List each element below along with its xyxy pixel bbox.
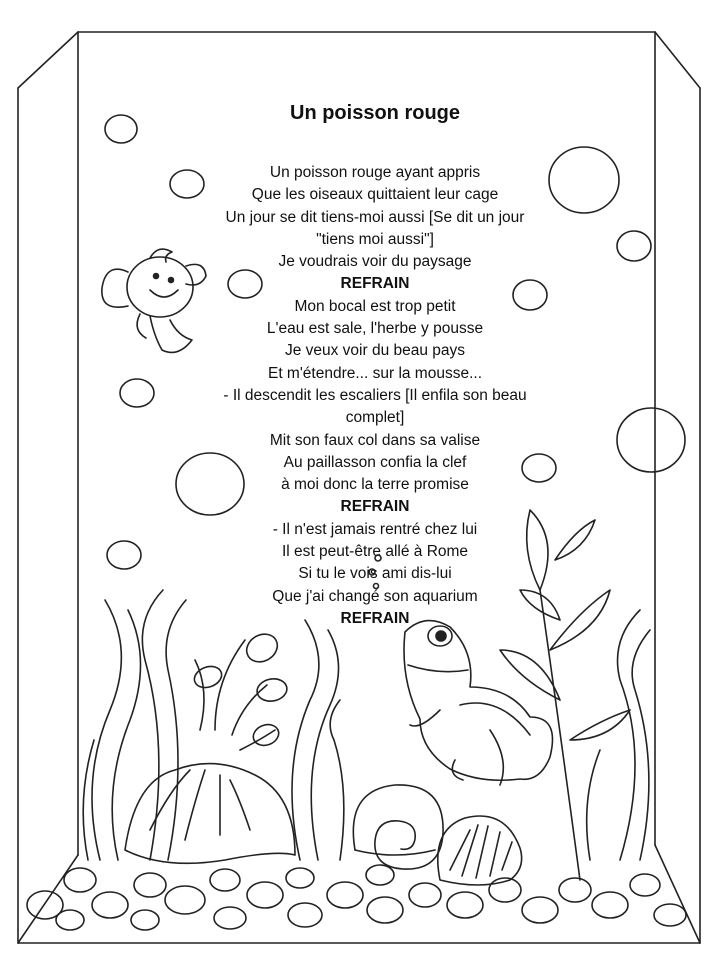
lyric-line: Un poisson rouge ayant appris [269,164,481,181]
lyric-line: "tiens moi aussi"] [316,230,434,248]
lyric-line: Que j'ai changé son aquarium [272,587,478,605]
song-title: Un poisson rouge [290,102,460,124]
song-lines [180,162,570,630]
lyric-line: Que les oiseaux quittaient leur cage [251,186,499,204]
lyric-line: Mit son faux col dans sa valise [269,431,481,449]
seaweed-left [83,590,344,860]
lyric-line: Je voudrais voir du paysage [278,253,472,271]
clown-fish-drawing [404,621,553,785]
lyric-line: Si tu le vois ami dis-lui [298,565,452,583]
scallop-shell [438,816,522,885]
lyric-line: complet] [345,409,405,427]
lyric-line: Mon bocal est trop petit [294,297,456,315]
snail-shell [353,785,443,869]
sea-anemone [125,629,295,864]
lyric-line: Au paillasson confia la clef [283,453,467,471]
lyric-line: L'eau est sale, l'herbe y pousse [266,320,484,338]
pebbles [27,865,686,930]
lyric-line: - Il n'est jamais rentré chez lui [272,520,478,538]
song-text [180,98,570,630]
lyric-line: Il est peut-être allé à Rome [281,543,469,561]
refrain-line: REFRAIN [340,498,410,516]
lyric-line: Je veux voir du beau pays [284,342,466,360]
lyric-line: - Il descendit les escaliers [Il enfila son beau [223,386,527,404]
lyric-line: à moi donc la terre promise [281,476,469,494]
lyric-line: Un jour se dit tiens-moi aussi [Se dit un jour [225,208,525,226]
refrain-line: REFRAIN [340,609,410,627]
lyric-line: Et m'étendre... sur la mousse... [267,364,483,382]
refrain-line: REFRAIN [340,275,410,293]
